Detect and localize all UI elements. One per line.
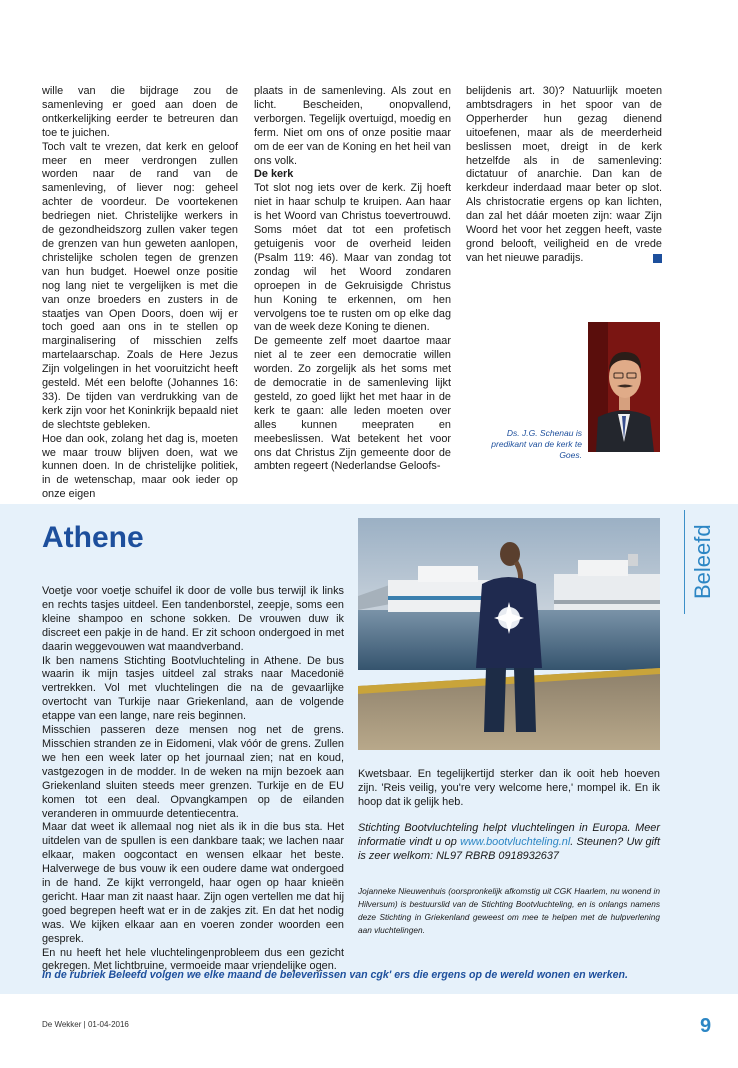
foundation-info: Stichting Bootvluchteling helpt vluchtelingen in Europa. Meer informatie vindt u op www.bootvluchteling.nl. Steunen? Uw gift is zeer welkom: NL97 RBRB 0918932637 — [358, 821, 660, 862]
paragraph: En nu heeft het hele vluchtelingenprobleem dus een gezicht gekregen. Met lichtbruine, vermoeide maar vriendelijke ogen. — [42, 946, 344, 973]
article-column-3 — [466, 85, 662, 266]
page-number: 9 — [700, 1015, 712, 1037]
end-mark-icon — [653, 254, 662, 263]
athene-right-column — [358, 768, 660, 937]
author-portrait-icon — [588, 322, 660, 452]
paragraph: Hoe dan ook, zolang het dag is, moeten we maar trouw blijven doen, wat we kunnen doen. In de christelijke politiek, in de wetenschap, maar ook ieder op onze eigen — [42, 432, 238, 501]
paragraph: Kwetsbaar. En tegelijkertijd sterker dan ik ooit heb hoeven zijn. 'Reis veilig, you're very welcome here,' mompel ik. En ik hoop dat ik gelijk heb. — [358, 768, 660, 808]
paragraph: Maar dat weet ik allemaal nog niet als ik in die bus sta. Het uitdelen van de spullen is een dankbare taak; we lachen naar elkaar, maken oogcontact en wensen elkaar het beste. Halverwege de bus vouw ik een oudere dame wat ondergoed in de hand. Ze kijkt verrongeld, haar ogen op haar knieën gericht. Haar man zit naast haar. Zijn ogen vertellen me dat hij goed begrepen heeft wat er in de zakjes zit. En dat het nodig was. We kijken elkaar aan en voeren zonder woorden een gesprek. — [42, 821, 344, 945]
section-label: Beleefd — [690, 524, 715, 600]
article-title: Athene — [42, 521, 144, 554]
author-photo — [588, 322, 660, 452]
article-column-1 — [42, 85, 238, 502]
paragraph: Ik ben namens Stichting Bootvluchteling in Athene. De bus waarin ik mijn tasjes uitdeel zal straks naar Macedonië vertrekken. Vol met vluchtelingen die na de gevaarlijke overtocht van Turkije naar Griekenland, aan de volgende etappe van een lange, nare reis beginnen. — [42, 654, 344, 723]
athene-left-column — [42, 585, 344, 974]
rubric-note: In de rubriek Beleefd volgen we elke maand de belevenissen van cgk' ers die ergens op de wereld wonen en werken. — [42, 969, 628, 981]
paragraph: Misschien passeren deze mensen nog net de grens. Misschien stranden ze in Eidomeni, vlak vóór de grens. Zullen we hen een week later op het journaal zien; nat en koud, vastgezogen in de modder. In de weken na mijn bezoek aan Griekenland sluiten steeds meer grenzen. Turkije en de EU komen tot een deal. Opvangkampen op de eilanden veranderen in ommuurde detentiecentra. — [42, 724, 344, 820]
paragraph: De gemeente zelf moet daartoe maar niet al te zeer een democratie willen worden. Zo zorgelijk als het soms met de democratie in de samenleving lijkt gesteld, zo goed lijkt het met haar in de kerk te gaan: alle leden moeten over alles kunnen meepraten en meebeslissen. Wat betekent het voor ons dat Christus Zijn gemeente door de ambten regeert (Nederlandse Geloofs- — [254, 335, 451, 473]
issue-footer: De Wekker | 01-04-2016 — [42, 1020, 129, 1029]
paragraph: wille van die bijdrage zou de samenleving er goed aan doen de ontkerkelijking eerder te betreuren dan toe te juichen. — [42, 85, 238, 139]
article-column-2 — [254, 85, 451, 474]
paragraph: Toch valt te vrezen, dat kerk en geloof meer en meer verdrongen zullen worden naar de rand van de samenleving, of liever nog: geheel achter de voordeur. De voortekenen bedriegen niet. Christelijke werkers in de gezondheidszorg zullen vaker tegen de grenzen van hun geweten aanlopen, christelijke scholen tegen de grenzen van hun budget. Hoewel onze positie nog lang niet te vergelijken is met die van onze broeders en zusters in de staatjes van Open Doors, doen wij er toch goed aan ons in te stellen op marginalisering of misschien zelfs martelaarschap. Zoals de Here Jezus Zijn volgelingen in het vooruitzicht heeft gesteld. Mét een belofte (Johannes 16: 33). De tijden van verdrukking van de kerk zijn voor het Koninkrijk bepaald niet de slechtste gebleken. — [42, 140, 238, 431]
subheading: De kerk — [254, 168, 294, 181]
author-bio: Jojanneke Nieuwenhuis (oorspronkelijk afkomstig uit CGK Haarlem, nu wonend in Hilversum) is bestuurslid van de Stichting Bootvluchteling, en is onlangs namens deze Stichting in Griekenland geweest om mee te helpen met de hulpverlening aan vluchtelingen. — [358, 886, 660, 936]
paragraph: Tot slot nog iets over de kerk. Zij hoeft niet in haar schulp te kruipen. Aan haar is het Woord van Christus toevertrouwd. Soms móet dat tot een profetisch getuigenis voor de overheid leiden (Psalm 119: 46). Maar van zondag tot zondag wil het Woord zondaren oproepen in de Gekruisigde Christus hun Koning te erkennen, om hen vervolgens toe te rusten om op elke dag van de week deze Koning te dienen. — [254, 182, 451, 334]
paragraph: Voetje voor voetje schuifel ik door de volle bus terwijl ik links en rechts tasjes uitdeel. Een tandenborstel, zeepje, soms een kleine shampoo en schone sokken. De vrouwen duw ik discreet een pakje in de hand. Er zit schoon ondergoed in met daarin weggevouwen wat maandverband. — [42, 585, 344, 653]
paragraph: belijdenis art. 30)? Natuurlijk moeten ambtsdragers in het spoor van de Opperherder hun gezag dienend uitoefenen, maar als de meerderheid beslissen moet, dreigt in de kerk hetzelfde als in de samenleving: dictatuur of anarchie. Dan kan de kerkdeur inderdaad maar beter op slot. Als christocratie ergens op kan lichten, dan zal het dáár moeten zijn: waar Zijn Woord het voor het zeggen heeft, vaste grond belooft, veiligheid en de vrede van het nieuwe paradijs. — [466, 85, 662, 264]
harbor-photo — [358, 518, 660, 750]
harbor-scene-icon — [358, 518, 660, 750]
photo-caption: Ds. J.G. Schenau is predikant van de kerk te Goes. — [491, 428, 582, 460]
foundation-link[interactable]: www.bootvluchteling.nl — [460, 835, 571, 848]
paragraph: plaats in de samenleving. Als zout en licht. Bescheiden, onopvallend, verborgen. Tegelijk overtuigd, moedig en ferm. Niet om ons of onze positie maar om de eer van de Koning en het heil van ons volk. — [254, 85, 451, 167]
section-divider — [684, 510, 685, 614]
